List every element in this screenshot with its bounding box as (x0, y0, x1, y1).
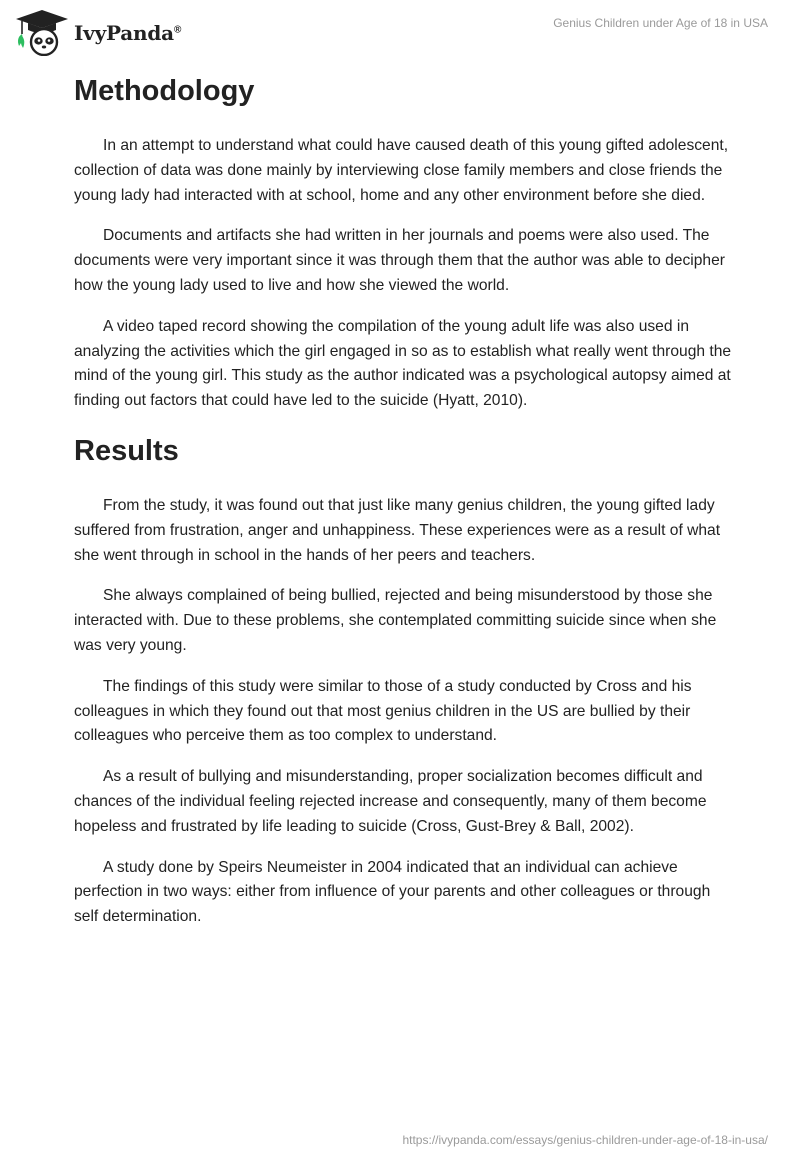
registered-mark: ® (173, 24, 182, 36)
document-title: Genius Children under Age of 18 in USA (553, 16, 768, 30)
paragraph: The findings of this study were similar to those of a study conducted by Cross and his colleagues in which they found out that most genius children in the US are bullied by their colleagues who perceive them as too complex to understand. (74, 677, 692, 745)
brand-name: IvyPanda® (74, 21, 182, 45)
section-heading-methodology: Methodology (74, 75, 255, 107)
paragraph: A study done by Speirs Neumeister in 2004 indicated that an individual can achieve perfection in two ways: either from influence of your parents and other colleagues or through self determination. (74, 858, 711, 926)
paragraph: A video taped record showing the compilation of the young adult life was also used in analyzing the activities which the girl engaged in so as to establish what really went through the mind of the young girl. This study as the author indicated was a psychological autopsy aimed at finding out factors that could have led to the suicide (Hyatt, 2010). (74, 317, 732, 410)
paragraph: As a result of bullying and misunderstanding, proper socialization becomes difficult and chances of the individual feeling rejected increase and consequently, many of them become hopeless and frustrated by life leading to suicide (Cross, Gust-Brey & Ball, 2002). (74, 768, 707, 835)
essay-content (74, 70, 734, 946)
page-header (0, 0, 800, 62)
panda-graduate-icon (14, 8, 70, 56)
ivypanda-logo[interactable] (14, 8, 181, 56)
paragraph: She always complained of being bullied, rejected and being misunderstood by those she interacted with. Due to these problems, she contemplated committing suicide since when she was very young. (74, 587, 717, 654)
paragraph: In an attempt to understand what could have caused death of this young gifted adolescent, collection of data was done mainly by interviewing close family members and close friends the young lady had interacted with at school, home and any other environment before she died. (74, 137, 729, 204)
source-url-link[interactable]: https://ivypanda.com/essays/genius-children-under-age-of-18-in-usa/ (402, 1133, 768, 1147)
section-heading-results: Results (74, 434, 179, 467)
paragraph: From the study, it was found out that just like many genius children, the young gifted lady suffered from frustration, anger and unhappiness. These experiences were as a result of what she went through in school in the hands of her peers and teachers. (74, 496, 721, 564)
paragraph: Documents and artifacts she had written in her journals and poems were also used. The documents were very important since it was through them that the author was able to decipher how the young lady used to live and how she viewed the world. (74, 227, 725, 294)
